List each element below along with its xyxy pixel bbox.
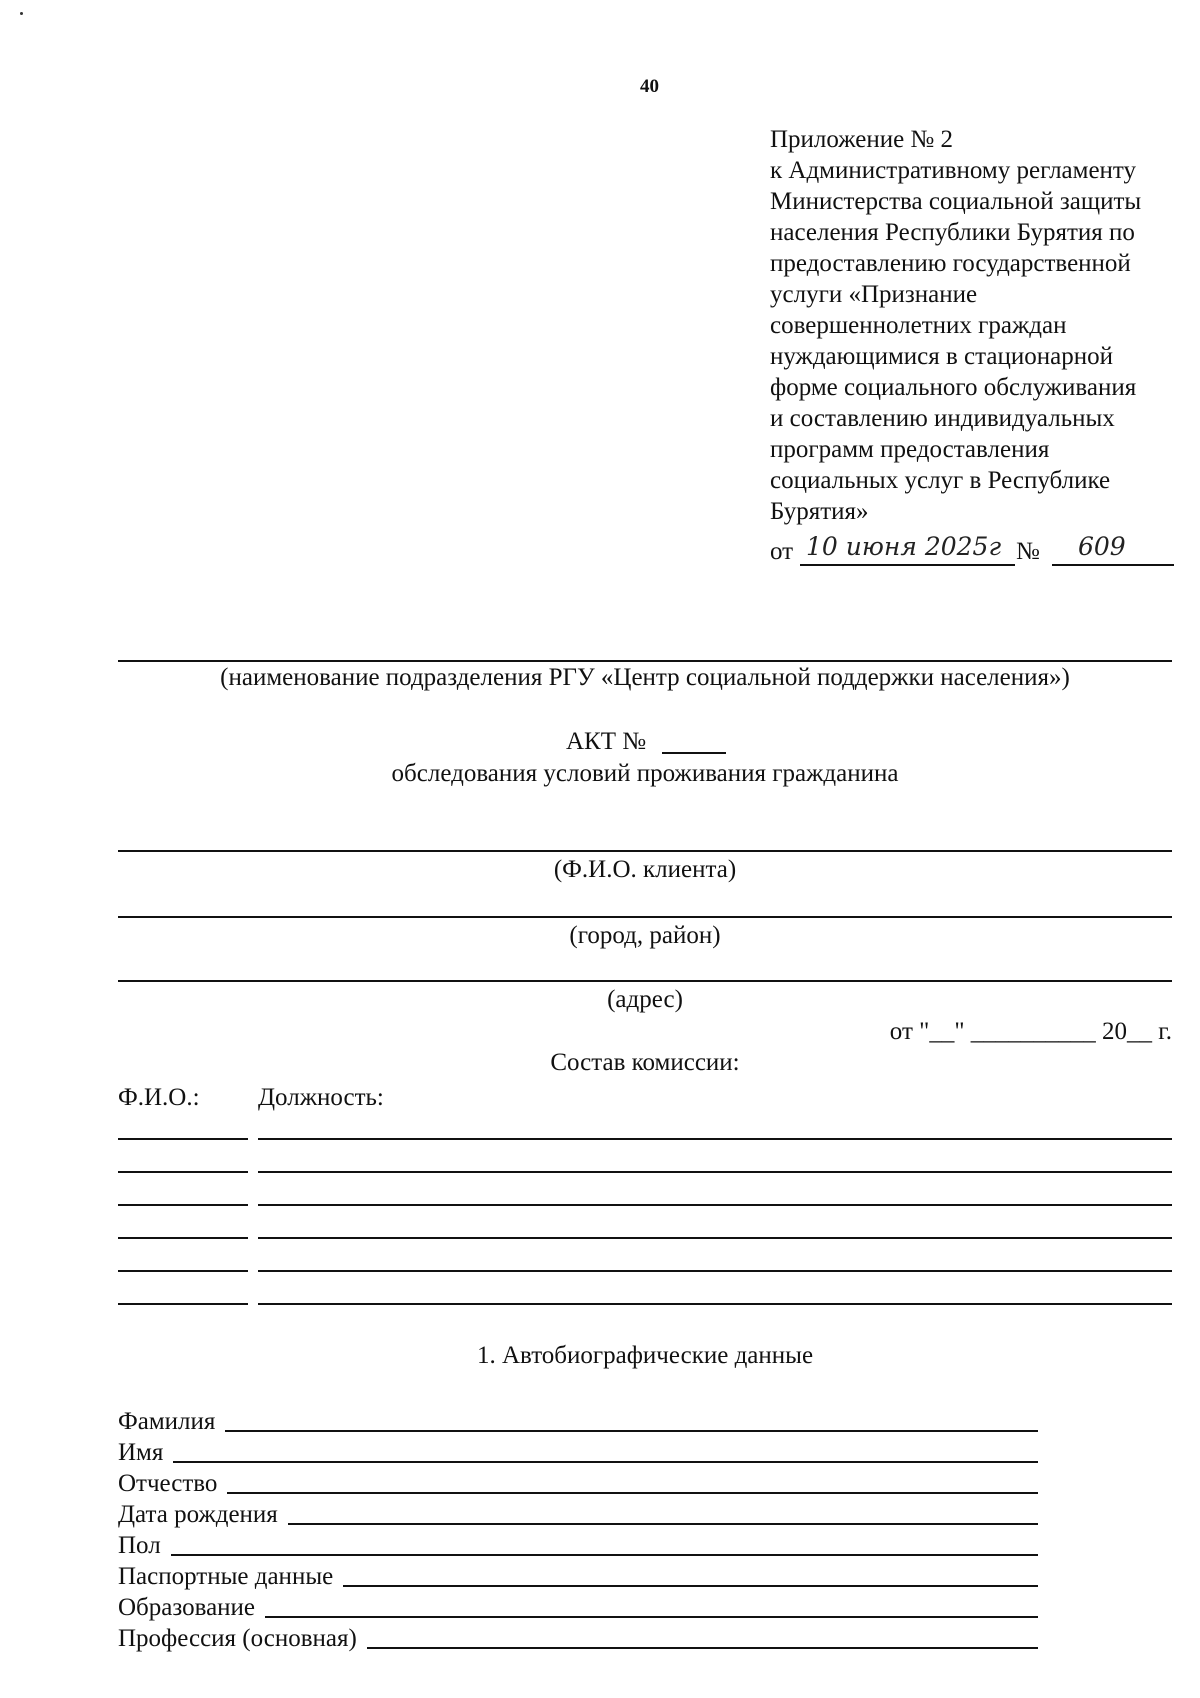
field-underline bbox=[171, 1554, 1038, 1556]
field-underline bbox=[367, 1647, 1038, 1649]
commission-position-line bbox=[258, 1171, 1172, 1173]
biographical-field bbox=[118, 1530, 1038, 1561]
address-caption: (адрес) bbox=[607, 986, 683, 1013]
number-underline bbox=[1052, 564, 1174, 566]
handwritten-number: 609 bbox=[1078, 532, 1126, 561]
commission-name-line bbox=[118, 1237, 248, 1239]
appendix-line: предоставлению государственной bbox=[770, 250, 1131, 277]
commission-name-line bbox=[118, 1171, 248, 1173]
city-underline bbox=[118, 916, 1172, 918]
commission-position-line bbox=[258, 1270, 1172, 1272]
appendix-line: форме социального обслуживания bbox=[770, 374, 1137, 401]
field-label: Отчество bbox=[118, 1470, 218, 1497]
client-underline bbox=[118, 850, 1172, 852]
division-caption: (наименование подразделения РГУ «Центр социальной поддержки населения») bbox=[220, 664, 1070, 691]
commission-name-line bbox=[118, 1303, 248, 1305]
field-label: Образование bbox=[118, 1594, 256, 1621]
biographical-field bbox=[118, 1561, 1038, 1592]
appendix-line: нуждающимися в стационарной bbox=[770, 343, 1113, 370]
appendix-block bbox=[770, 124, 1141, 527]
field-label: Профессия (основная) bbox=[118, 1625, 357, 1652]
from-label: от bbox=[770, 538, 794, 565]
address-underline bbox=[118, 980, 1172, 982]
act-title: АКТ № bbox=[566, 728, 647, 755]
number-label: № bbox=[1016, 538, 1040, 565]
field-label: Фамилия bbox=[118, 1408, 216, 1435]
commission-title: Состав комиссии: bbox=[550, 1049, 740, 1076]
biographical-field bbox=[118, 1592, 1038, 1623]
section1-title: 1. Автобиографические данные bbox=[476, 1342, 814, 1369]
commission-position-line bbox=[258, 1138, 1172, 1140]
biographical-field bbox=[118, 1437, 1038, 1468]
field-label: Пол bbox=[118, 1532, 161, 1559]
client-caption: (Ф.И.О. клиента) bbox=[553, 856, 737, 883]
commission-name-header: Ф.И.О.: bbox=[118, 1084, 200, 1111]
biographical-field bbox=[118, 1406, 1038, 1437]
biographical-field bbox=[118, 1499, 1038, 1530]
field-label: Паспортные данные bbox=[118, 1563, 334, 1590]
field-underline bbox=[173, 1461, 1038, 1463]
appendix-line: совершеннолетних граждан bbox=[770, 312, 1067, 339]
commission-name-line bbox=[118, 1138, 248, 1140]
field-underline bbox=[227, 1492, 1038, 1494]
field-label: Имя bbox=[118, 1439, 164, 1466]
appendix-line: и составлению индивидуальных bbox=[770, 405, 1115, 432]
field-label: Дата рождения bbox=[118, 1501, 278, 1528]
appendix-line: социальных услуг в Республике bbox=[770, 467, 1111, 494]
city-caption: (город, район) bbox=[569, 922, 721, 949]
handwritten-date: 10 июня 2025г bbox=[806, 532, 1002, 561]
field-underline bbox=[225, 1430, 1038, 1432]
field-underline bbox=[265, 1616, 1038, 1618]
scan-speck bbox=[20, 12, 23, 15]
page-number: 40 bbox=[640, 76, 659, 97]
appendix-line: к Административному регламенту bbox=[770, 157, 1137, 184]
commission-position-line bbox=[258, 1237, 1172, 1239]
appendix-line: Министерства социальной защиты bbox=[770, 188, 1142, 215]
appendix-line: программ предоставления bbox=[770, 436, 1050, 463]
date-underline bbox=[800, 564, 1015, 566]
biographical-field bbox=[118, 1468, 1038, 1499]
commission-name-line bbox=[118, 1270, 248, 1272]
commission-name-line bbox=[118, 1204, 248, 1206]
commission-position-line bbox=[258, 1303, 1172, 1305]
field-underline bbox=[343, 1585, 1038, 1587]
appendix-line: услуги «Признание bbox=[770, 281, 978, 308]
commission-position-header: Должность: bbox=[258, 1084, 384, 1111]
act-subtitle: обследования условий проживания гражданина bbox=[391, 760, 899, 787]
biographical-fields bbox=[118, 1406, 1038, 1654]
appendix-line: Приложение № 2 bbox=[770, 126, 954, 153]
field-underline bbox=[288, 1523, 1038, 1525]
appendix-line: Бурятия» bbox=[770, 498, 869, 525]
biographical-field bbox=[118, 1623, 1038, 1654]
act-number-underline bbox=[662, 752, 726, 754]
commission-position-line bbox=[258, 1204, 1172, 1206]
date-line: от "__" __________ 20__ г. bbox=[889, 1018, 1172, 1045]
appendix-line: населения Республики Бурятия по bbox=[770, 219, 1135, 246]
